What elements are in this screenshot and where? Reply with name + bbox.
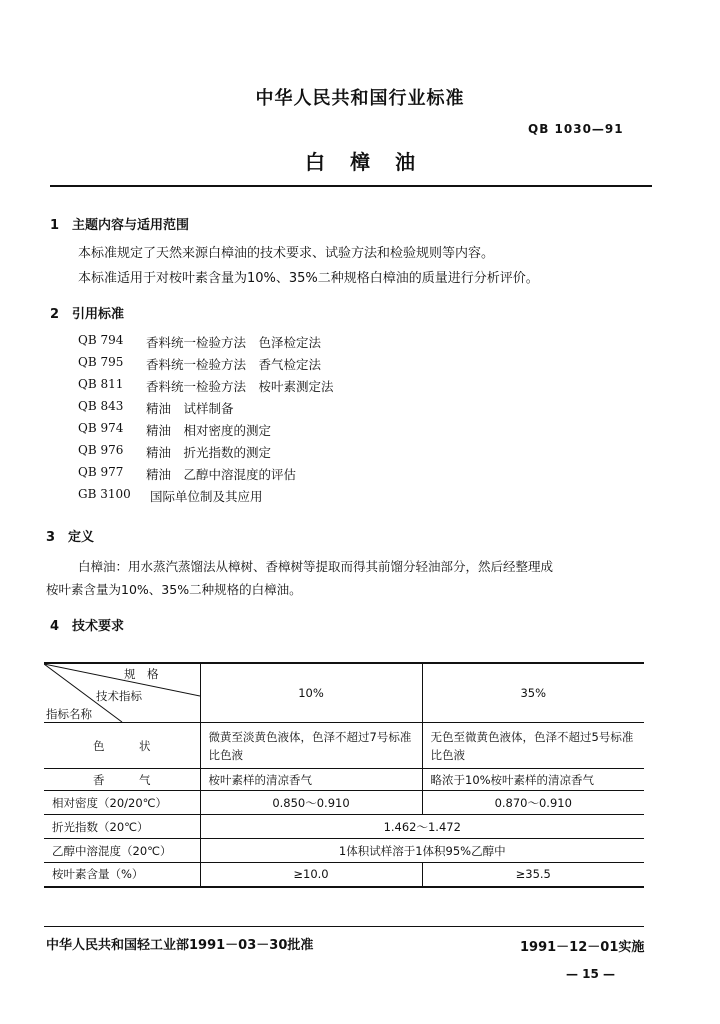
reference-code: QB 976 [78,443,124,457]
reference-title: 香料统一检验方法 桉叶素测定法 [146,379,334,394]
table-row [44,839,644,863]
standard-code: QB 1030—91 [528,122,624,136]
reference-code: QB 811 [78,377,124,391]
reference-code: QB 977 [78,465,124,479]
merged-value: 1体积试样溶于1体积95%乙醇中 [200,839,644,863]
reference-title: 香料统一检验方法 色泽检定法 [146,335,322,350]
indicator-name: 香 气 [44,769,200,791]
table-row [44,815,644,839]
reference-title: 精油 试样制备 [146,401,234,416]
corner-label-indicator: 技术指标 [96,689,142,703]
column-header: 35% [422,663,644,723]
reference-title: 香料统一检验方法 香气检定法 [146,357,322,372]
definition-line: 白樟油：用水蒸汽蒸馏法从樟树、香樟树等提取而得其前馏分轻油部分，然后经整理成 [78,559,554,574]
definition-line: 桉叶素含量为10%、35%二种规格的白樟油。 [46,582,302,597]
corner-label-name: 指标名称 [46,707,92,721]
indicator-name: 折光指数（20℃） [44,815,200,839]
table-row [44,791,644,815]
reference-title: 精油 相对密度的测定 [146,423,272,438]
table-header-row [44,663,644,723]
value-10: 0.850～0.910 [200,791,422,815]
corner-header-cell [44,663,200,723]
value-35: 0.870～0.910 [422,791,644,815]
column-header: 10% [200,663,422,723]
value-35: ≥35.5 [422,863,644,887]
indicator-name: 色 状 [44,723,200,769]
section-1-paragraph: 本标准适用于对桉叶素含量为10%、35%二种规格白樟油的质量进行分析评价。 [78,271,539,286]
section-3-heading: 3 定义 [46,530,95,545]
value-10: ≥10.0 [200,863,422,887]
table-row [44,769,644,791]
table-row [44,863,644,887]
reference-code: QB 843 [78,399,124,413]
section-1-heading: 1 主题内容与适用范围 [50,218,190,233]
reference-code: QB 795 [78,355,124,369]
document-title: 白 樟 油 [305,150,415,174]
merged-value: 1.462～1.472 [200,815,644,839]
reference-title: 国际单位制及其应用 [150,489,263,504]
section-2-heading: 2 引用标准 [50,307,125,322]
org-title: 中华人民共和国行业标准 [255,88,465,109]
value-10: 微黄至淡黄色液体，色泽不超过7号标准比色液 [200,723,422,769]
approval-line: 中华人民共和国轻工业部1991－03－30批准 [46,938,314,953]
table-row [44,723,644,769]
implementation-date: 1991－12－01实施 [520,940,645,955]
corner-label-spec: 规 格 [124,667,159,681]
value-10: 桉叶素样的清凉香气 [200,769,422,791]
technical-requirements-table [44,662,644,888]
indicator-name: 桉叶素含量（%） [44,863,200,887]
reference-title: 精油 折光指数的测定 [146,445,272,460]
footer-divider [44,926,644,927]
page-number: — 15 — [566,967,616,981]
indicator-name: 乙醇中溶混度（20℃） [44,839,200,863]
header-divider [50,185,652,187]
value-35: 无色至微黄色液体，色泽不超过5号标准比色液 [422,723,644,769]
indicator-name: 相对密度（20/20℃） [44,791,200,815]
reference-code: QB 974 [78,421,124,435]
section-1-paragraph: 本标准规定了天然来源白樟油的技术要求、试验方法和检验规则等内容。 [78,246,495,261]
reference-title: 精油 乙醇中溶混度的评估 [146,467,297,482]
reference-code: QB 794 [78,333,124,347]
reference-code: GB 3100 [78,487,131,501]
value-35: 略浓于10%桉叶素样的清凉香气 [422,769,644,791]
section-4-heading: 4 技术要求 [50,619,125,634]
